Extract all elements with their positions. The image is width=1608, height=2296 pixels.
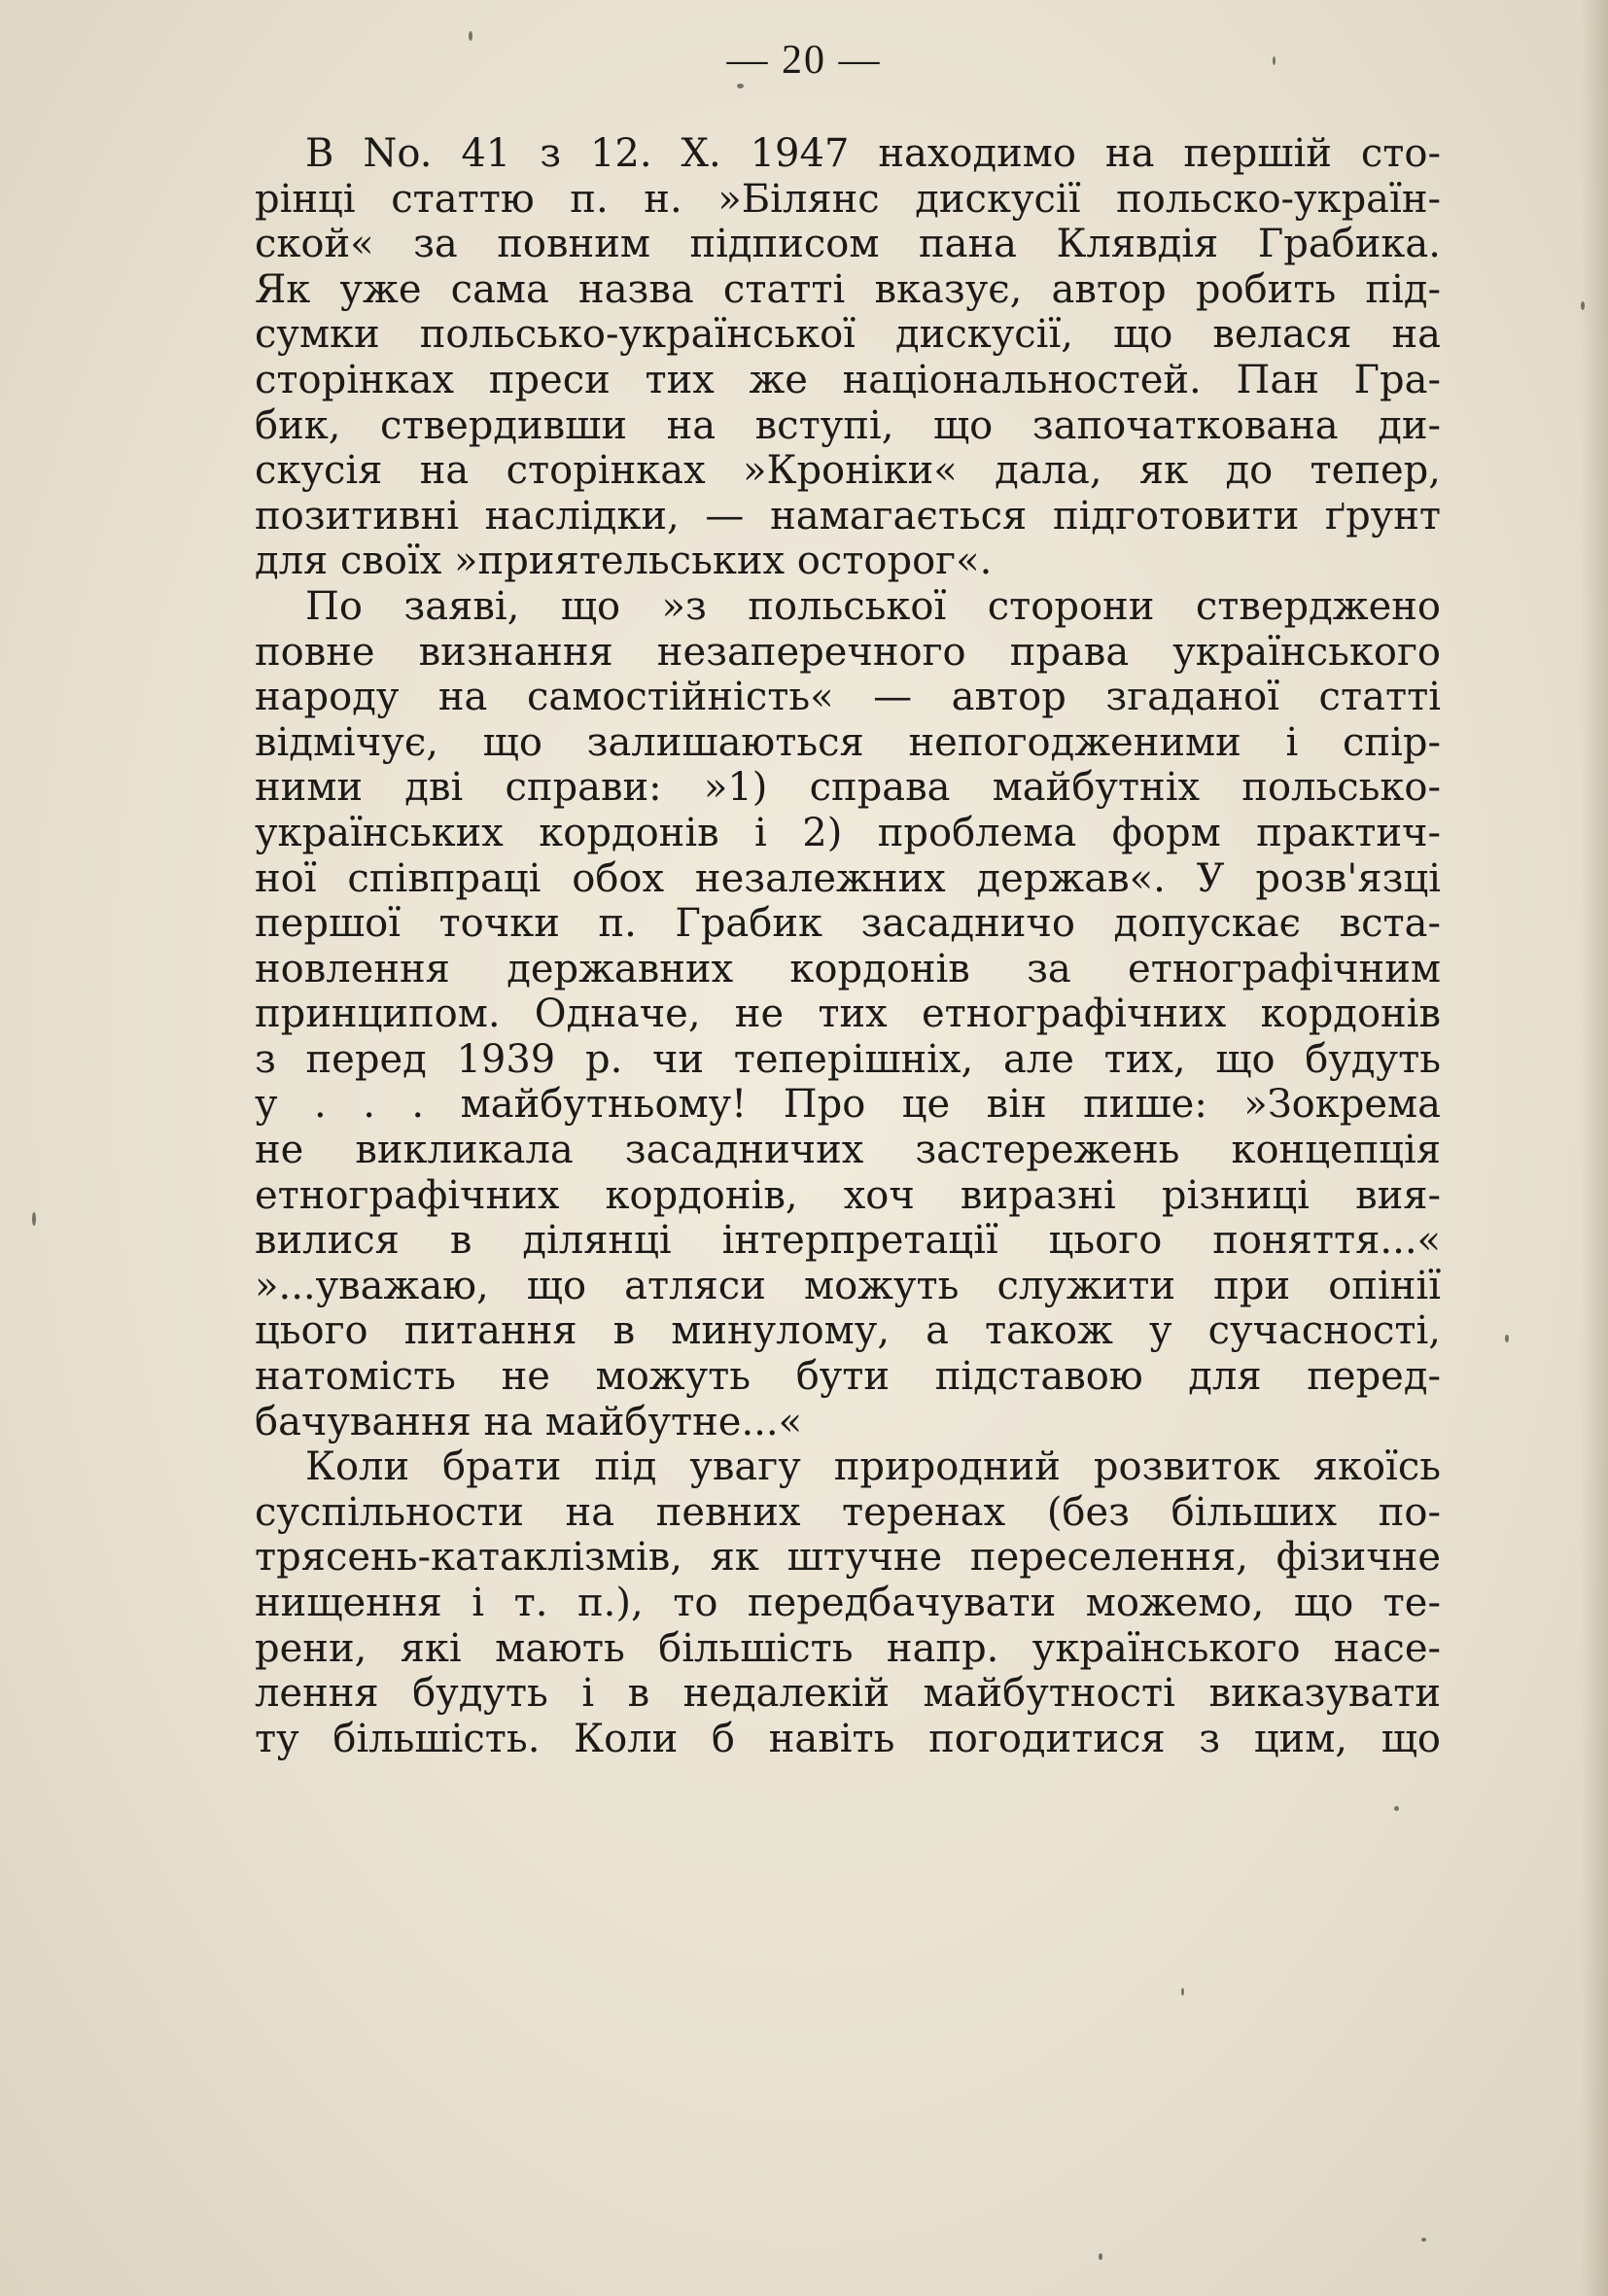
scan-speck: [737, 84, 744, 88]
text-line: бачування на майбутне...«: [255, 1399, 803, 1444]
text-line: позитивні наслідки, — намагається підготовити ґрунт: [255, 493, 1441, 539]
paragraph-2: [255, 584, 1441, 1444]
text-line: з перед 1939 р. чи теперішніх, але тих, що будуть: [255, 1036, 1441, 1082]
scan-speck: [1421, 2238, 1426, 2242]
paragraph-3: [255, 1444, 1441, 1761]
text-line: натомість не можуть бути підставою для перед-: [255, 1354, 1441, 1400]
scan-speck: [1099, 2253, 1102, 2260]
text-line: повне визнання незаперечного права українського: [255, 629, 1441, 675]
text-line: новлення державних кордонів за етнографічним: [255, 946, 1441, 991]
text-line: вилися в ділянці інтерпретації цього поняття...«: [255, 1218, 1441, 1264]
text-line: скусія на сторінках »Кроніки« дала, як до тепер,: [255, 448, 1441, 494]
text-line: у . . . майбутньому! Про це він пише: »Зокрема: [255, 1082, 1441, 1128]
paragraph-1: [255, 131, 1441, 584]
text-line: не викликала засадничих застережень концепція: [255, 1128, 1441, 1173]
scan-speck: [469, 31, 472, 41]
text-line: В No. 41 з 12. Х. 1947 находимо на першій сто-: [305, 131, 1441, 176]
scan-speck: [1581, 301, 1585, 310]
page-edge-shadow: [1581, 0, 1608, 2296]
text-line: відмічує, що залишаються непогодженими і спір-: [255, 719, 1441, 765]
text-line: сумки польсько-української дискусії, що велася на: [255, 312, 1441, 358]
scan-speck: [32, 1212, 36, 1226]
text-line: принципом. Одначе, не тих етнографічних кордонів: [255, 991, 1441, 1037]
text-line: для своїх »приятельських осторог«.: [255, 539, 993, 584]
text-line: »...уважаю, що атляси можуть служити при опінії: [255, 1263, 1441, 1308]
text-line: трясень-катаклізмів, як штучне переселення, фізичне: [255, 1535, 1441, 1581]
text-line: нищення і т. п.), то передбачувати можемо, що те-: [255, 1581, 1441, 1625]
text-line: лення будуть і в недалекій майбутності виказувати: [255, 1671, 1441, 1717]
scan-speck: [1181, 1988, 1184, 1996]
scan-speck: [1394, 1806, 1399, 1811]
text-line: ту більшість. Коли б навіть погодитися з цим, що: [255, 1716, 1441, 1761]
text-line: першої точки п. Грабик засадничо допускає вста-: [255, 901, 1441, 947]
text-line: Коли брати під увагу природний розвиток якоїсь: [305, 1444, 1441, 1490]
text-line: народу на самостійність« — автор згаданої статті: [255, 675, 1441, 720]
text-line: По заяві, що »з польської сторони стверджено: [305, 583, 1441, 629]
text-line: сторінках преси тих же національностей. Пан Гра-: [255, 357, 1441, 402]
scan-speck: [1505, 1335, 1509, 1342]
text-line: ской« за повним підписом пана Клявдія Грабика.: [255, 222, 1441, 267]
text-line: рінці статтю п. н. »Білянс дискусії польско-україн-: [255, 176, 1441, 222]
text-line: етнографічних кордонів, хоч виразні різниці вия-: [255, 1172, 1441, 1218]
text-line: суспільности на певних теренах (без більших по-: [255, 1489, 1441, 1535]
text-line: бик, ствердивши на вступі, що започаткована ди-: [255, 402, 1441, 448]
text-line: Як уже сама назва статті вказує, автор робить під-: [255, 266, 1441, 312]
text-line: українських кордонів і 2) проблема форм практич-: [255, 810, 1441, 855]
text-line: ної співпраці обох незалежних держав«. У розв'язці: [255, 855, 1441, 901]
text-line: рени, які мають більшість напр. українського насе-: [255, 1625, 1441, 1671]
text-line: цього питання в минулому, а також у сучасності,: [255, 1308, 1441, 1354]
text-line: ними дві справи: »1) справа майбутніх польсько-: [255, 765, 1441, 811]
scan-speck: [1273, 56, 1276, 65]
body-text: [255, 131, 1441, 1761]
page-number: — 20 —: [726, 38, 882, 83]
